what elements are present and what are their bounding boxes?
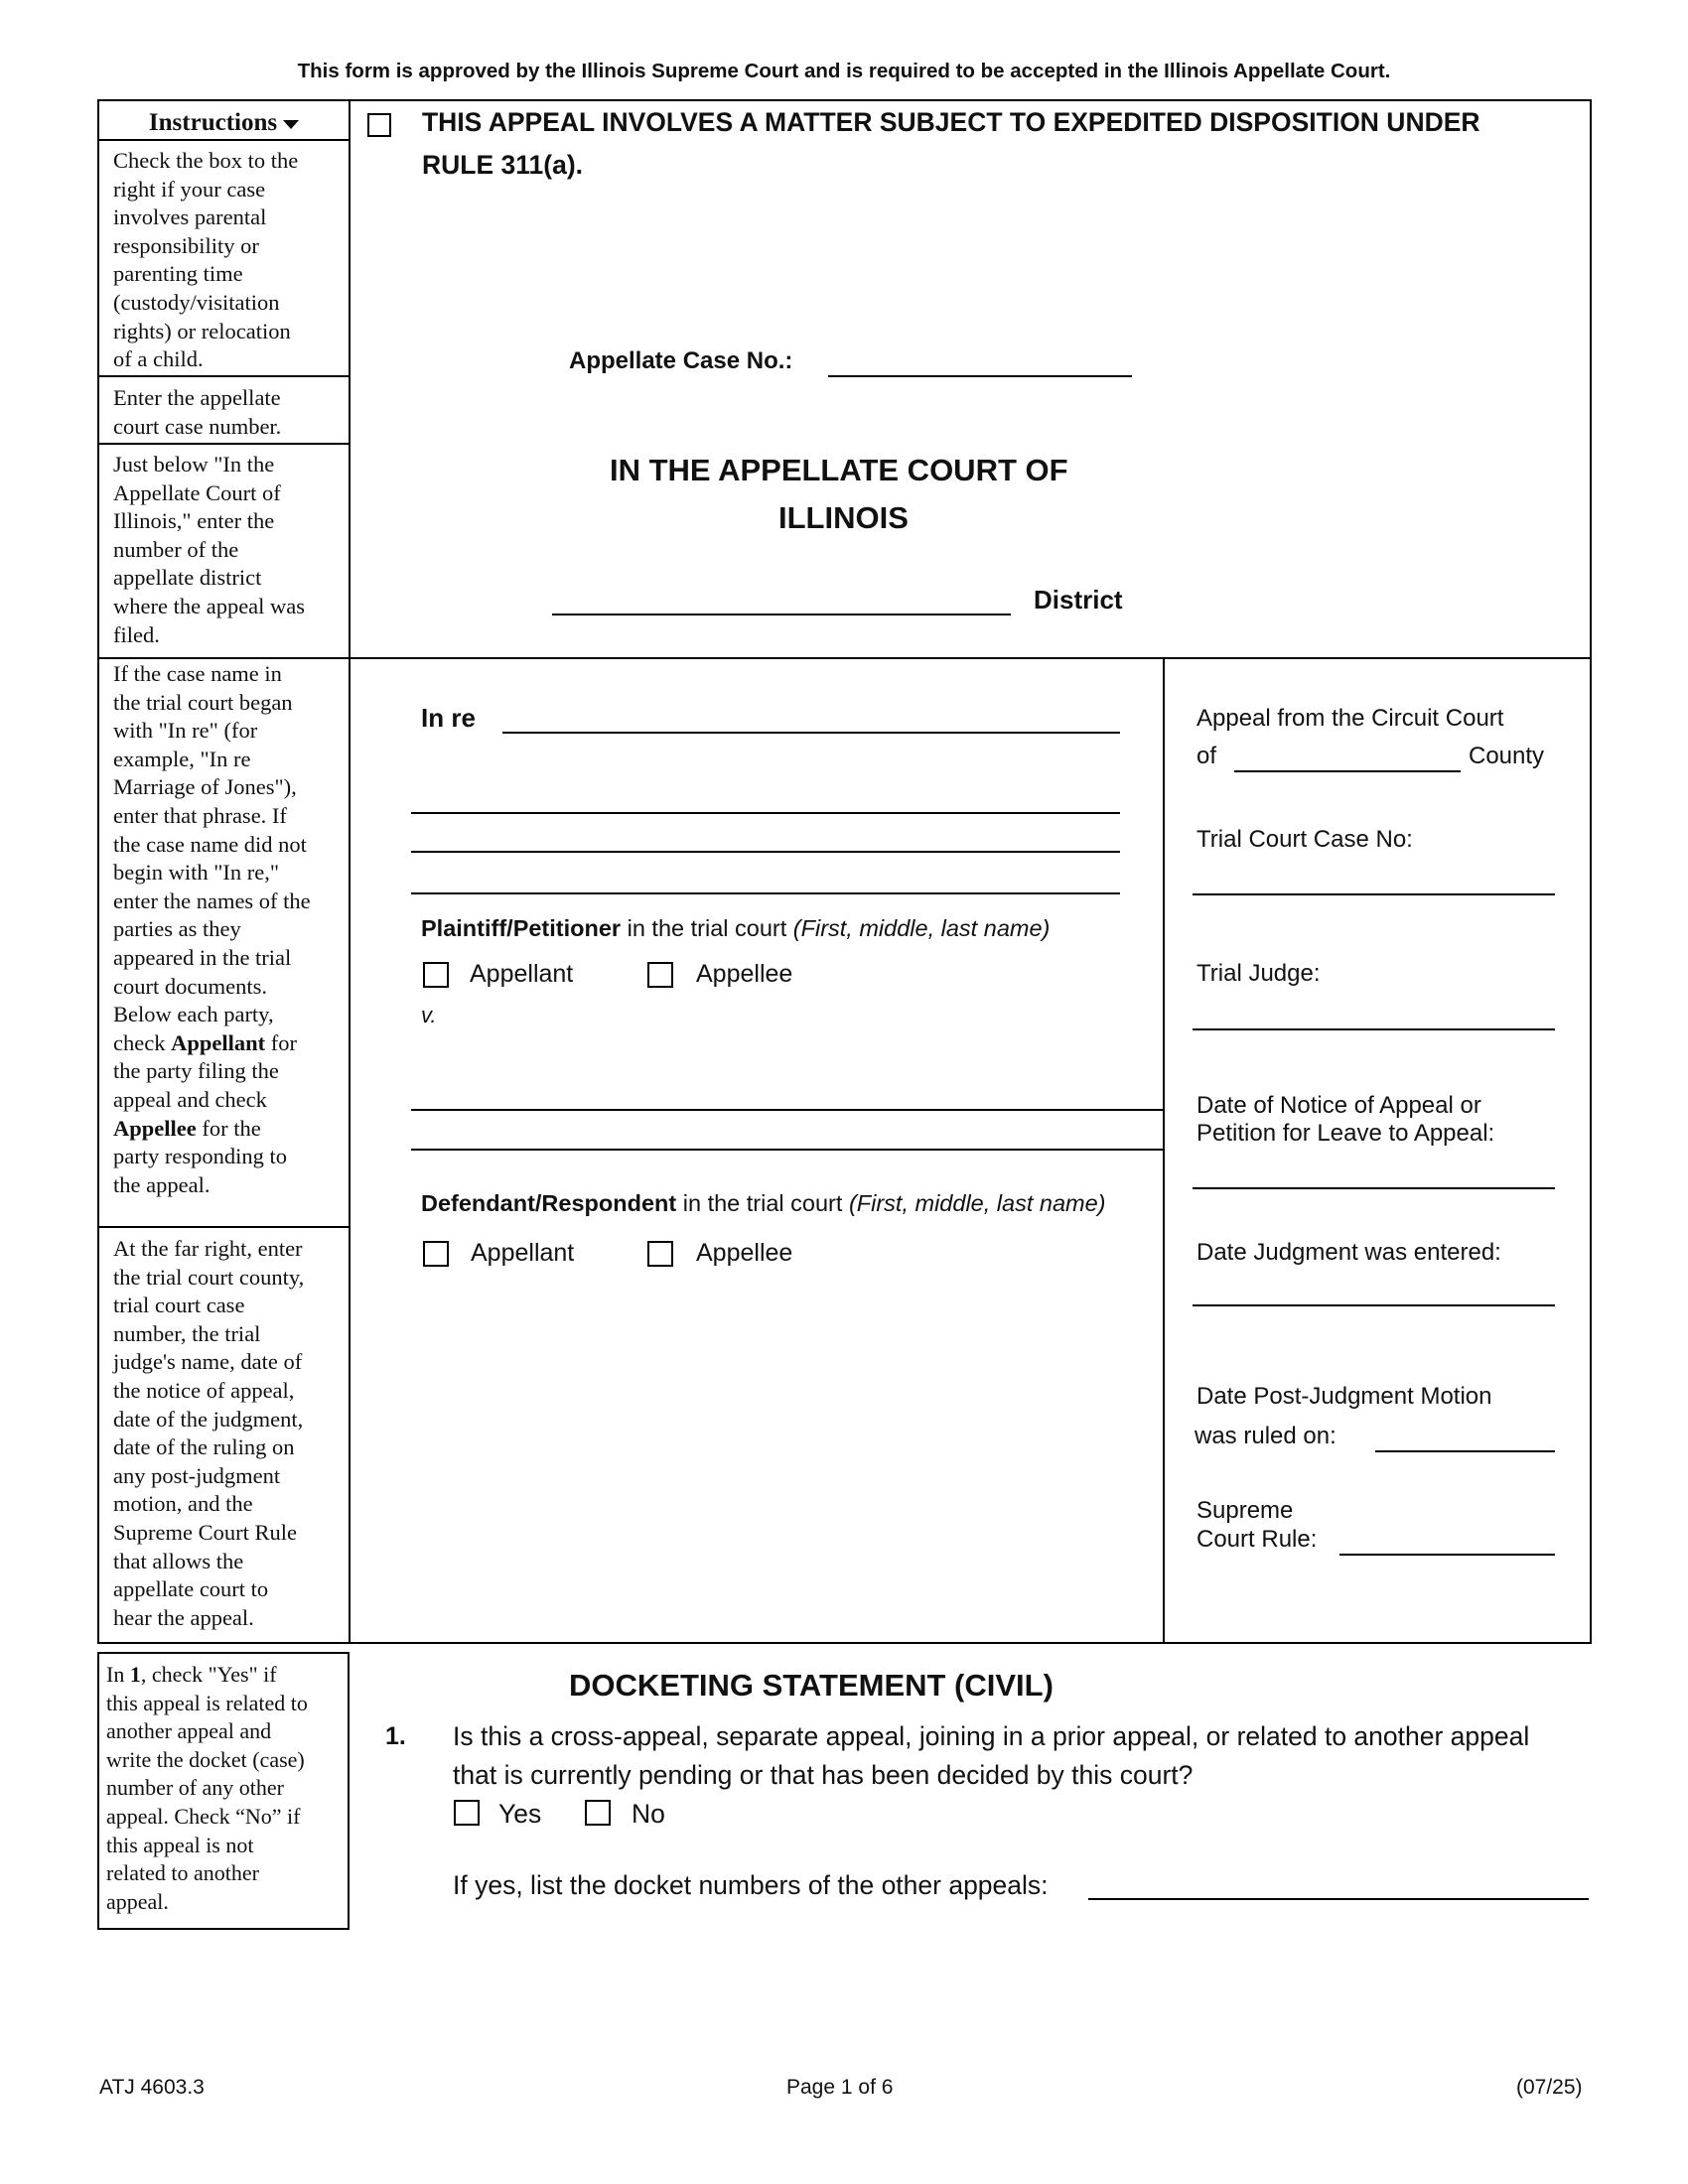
docketing-title: DOCKETING STATEMENT (CIVIL) (569, 1668, 1054, 1703)
related-yes-label: Yes (498, 1799, 542, 1829)
county-label: County (1469, 743, 1545, 769)
judgment-date-input[interactable] (1193, 1304, 1555, 1306)
plaintiff-appellee-checkbox[interactable] (647, 962, 673, 988)
form-id: ATJ 4603.3 (99, 2076, 205, 2099)
approval-notice: This form is approved by the Illinois Supreme Court and is required to be accepted in the Illinois Appellate Court. (297, 60, 1391, 82)
trial-case-no-label: Trial Court Case No: (1196, 826, 1413, 853)
court-title-line2: ILLINOIS (778, 500, 909, 535)
instruction-expedited: Check the box to the right if your case involves parental responsibility or parenting time (custody/visitation rights) or relocation of a child. (113, 148, 299, 372)
district-label: District (1034, 585, 1123, 614)
supreme-court-rule-label-1: Supreme (1196, 1497, 1294, 1524)
instruction-case-number: Enter the appellate court case number. (113, 385, 282, 439)
supreme-court-rule-input[interactable] (1339, 1554, 1555, 1556)
trial-judge-label: Trial Judge: (1196, 960, 1321, 987)
notice-date-label-1: Date of Notice of Appeal or (1196, 1092, 1481, 1119)
of-label: of (1196, 743, 1217, 769)
district-input[interactable] (552, 614, 1011, 615)
revision-date: (07/25) (1516, 2076, 1583, 2099)
trial-judge-input[interactable] (1193, 1028, 1555, 1030)
instructions-toggle[interactable] (99, 109, 349, 137)
related-yes-checkbox[interactable] (454, 1800, 480, 1826)
question-1-text-line1: Is this a cross-appeal, separate appeal, joining in a prior appeal, or related to another appeal (453, 1721, 1530, 1751)
related-no-checkbox[interactable] (585, 1800, 611, 1826)
plaintiff-appellant-checkbox[interactable] (423, 962, 449, 988)
defendant-appellant-checkbox[interactable] (423, 1241, 449, 1267)
defendant-caption: Defendant/Respondent in the trial court (First, middle, last name) (421, 1190, 1106, 1216)
party-name-line-3[interactable] (411, 892, 1120, 894)
caret-down-icon (283, 120, 299, 129)
instructions-title: Instructions (148, 109, 278, 136)
instruction-parties: If the case name in the trial court began with "In re" (for example, "In re Marriage of Jones"), enter that phrase. If the case name did not begin with "In re," enter the names of the parties as they appeared in the trial court documents. Below each party, check Appellant for the party filing the appeal and check Appellee for the party responding to the appeal. (113, 661, 311, 1197)
trial-case-no-input[interactable] (1193, 893, 1555, 895)
instruction-related-appeals: In 1, check "Yes" if this appeal is related to another appeal and write the docket (case) number of any other appeal. Check “No” if this appeal is not related to another appeal. (106, 1662, 308, 1914)
expedited-label-line2: RULE 311(a). (422, 150, 584, 180)
defendant-appellee-checkbox[interactable] (647, 1241, 673, 1267)
party-name-line-2[interactable] (411, 851, 1120, 853)
party-name-line-1[interactable] (411, 812, 1120, 814)
question-1-number: 1. (385, 1722, 406, 1750)
post-judgment-input[interactable] (1375, 1450, 1555, 1452)
supreme-court-rule-label-2: Court Rule: (1196, 1526, 1318, 1553)
judgment-date-label: Date Judgment was entered: (1196, 1239, 1501, 1266)
defendant-name-line-1[interactable] (411, 1109, 1164, 1111)
post-judgment-label-2: was ruled on: (1195, 1423, 1336, 1449)
in-re-label: In re (421, 703, 476, 733)
versus-label: v. (421, 1003, 437, 1027)
docket-numbers-input[interactable] (1088, 1898, 1589, 1900)
plaintiff-appellee-label: Appellee (696, 960, 793, 988)
related-no-label: No (632, 1799, 665, 1829)
defendant-name-line-2[interactable] (411, 1149, 1164, 1151)
notice-date-input[interactable] (1193, 1187, 1555, 1189)
notice-date-label-2: Petition for Leave to Appeal: (1196, 1120, 1495, 1147)
instruction-district: Just below "In the Appellate Court of Illinois," enter the number of the appellate district where the appeal was filed. (113, 452, 306, 647)
defendant-appellee-label: Appellee (696, 1239, 793, 1267)
instruction-trial-info: At the far right, enter the trial court county, trial court case number, the trial judge's name, date of the notice of appeal, date of the judgment, date of the ruling on any post-judgment motion, and the Supreme Court Rule that allows the appellate court to hear the appeal. (113, 1236, 305, 1630)
appellate-case-input[interactable] (828, 375, 1132, 377)
question-1-text-line2: that is currently pending or that has been decided by this court? (453, 1760, 1194, 1790)
court-title-line1: IN THE APPELLATE COURT OF (610, 453, 1068, 487)
in-re-input[interactable] (502, 732, 1120, 734)
county-input[interactable] (1234, 770, 1461, 772)
page-number: Page 1 of 6 (786, 2076, 894, 2099)
appellate-case-label: Appellate Case No.: (569, 347, 793, 374)
post-judgment-label-1: Date Post-Judgment Motion (1196, 1383, 1492, 1410)
plaintiff-caption: Plaintiff/Petitioner in the trial court (First, middle, last name) (421, 915, 1051, 941)
docket-numbers-label: If yes, list the docket numbers of the other appeals: (453, 1870, 1049, 1900)
appeal-from-label: Appeal from the Circuit Court (1196, 705, 1504, 732)
expedited-label-line1: THIS APPEAL INVOLVES A MATTER SUBJECT TO EXPEDITED DISPOSITION UNDER (422, 107, 1480, 137)
expedited-disposition-checkbox[interactable] (367, 113, 391, 137)
plaintiff-appellant-label: Appellant (470, 960, 574, 988)
defendant-appellant-label: Appellant (471, 1239, 575, 1267)
